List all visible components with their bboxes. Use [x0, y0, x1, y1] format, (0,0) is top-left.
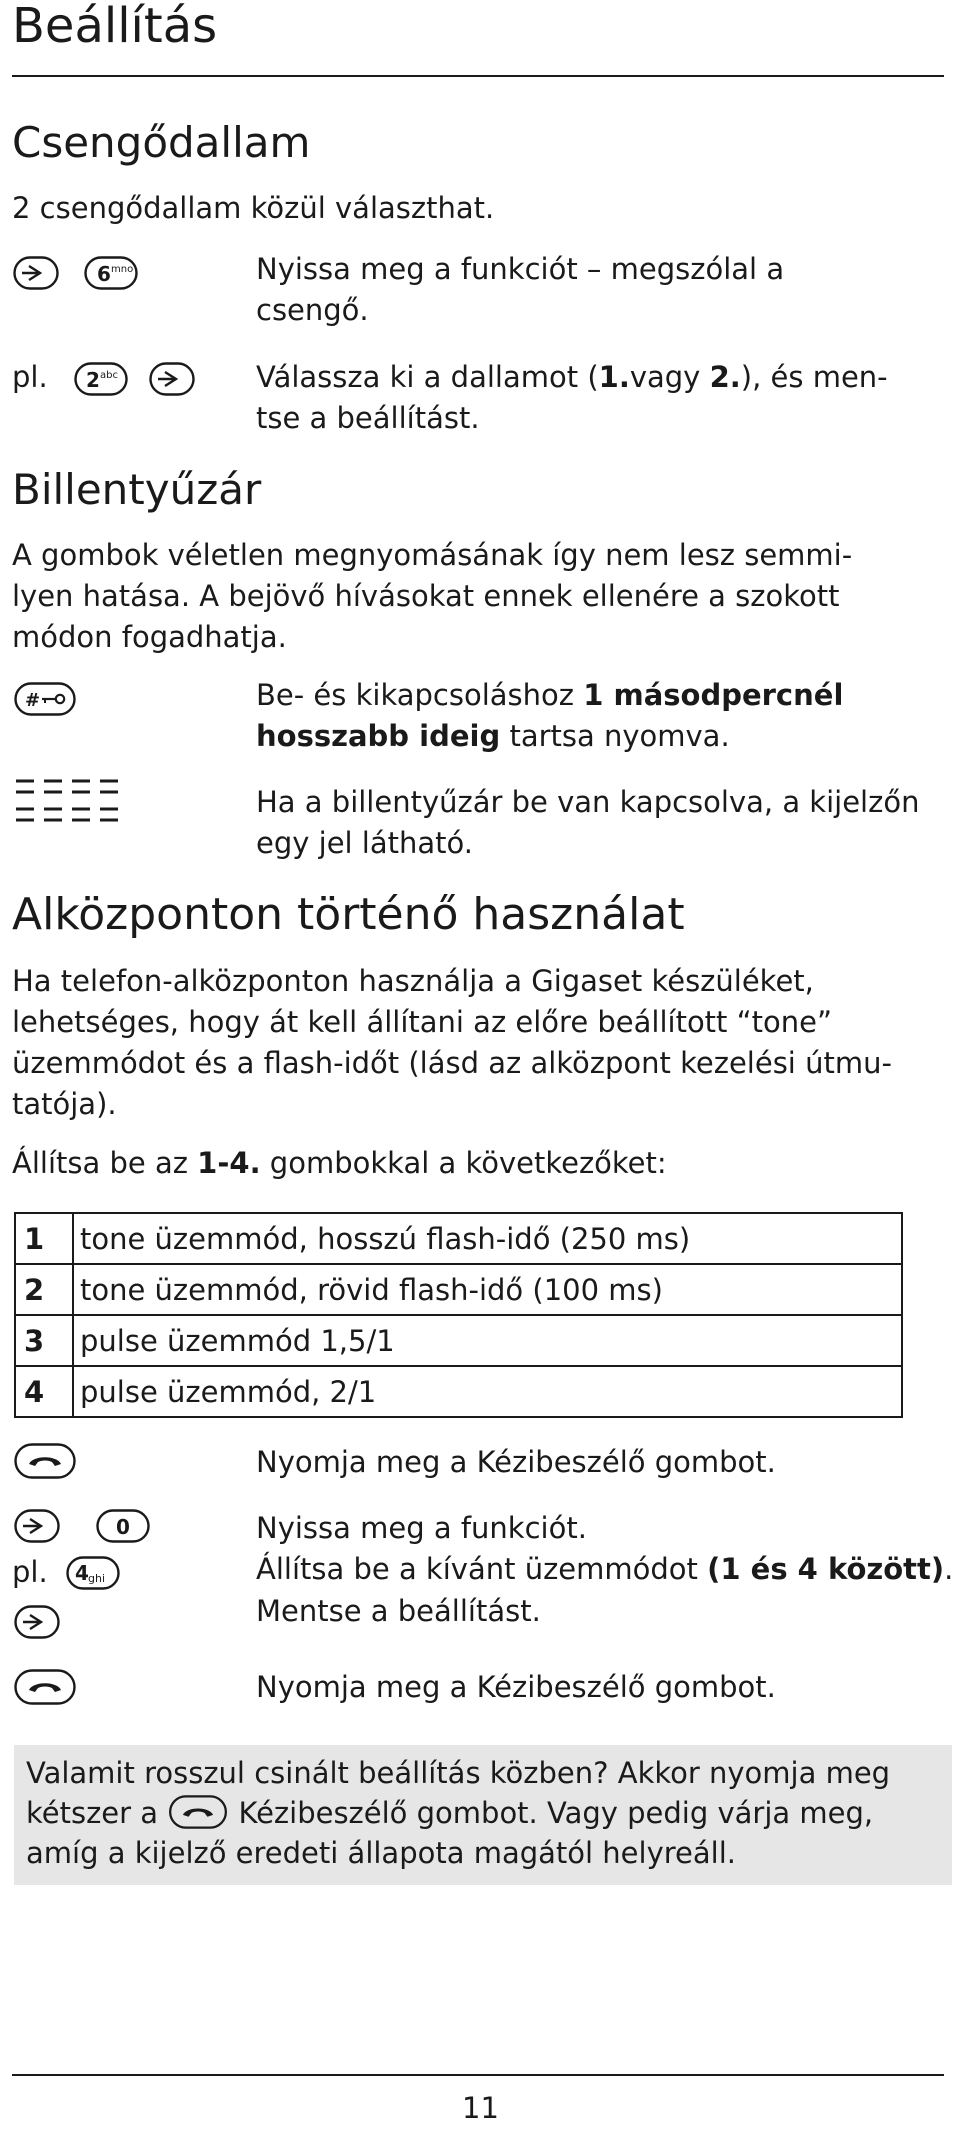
keylock-step1-line2: hosszabb ideig tartsa nyomva. [256, 719, 730, 753]
menu-key-icon [14, 1605, 60, 1639]
keylock-step1-line1: Be- és kikapcsoláshoz 1 másodpercnél [256, 678, 844, 712]
note-line3: amíg a kijelző eredeti állapota magától helyreáll. [26, 1836, 736, 1870]
pabx-step-open: Nyissa meg a funkciót. [256, 1511, 587, 1545]
pabx-para-line3: üzemmódot és a flash-időt (lásd az alközpont kezelési útmu- [12, 1046, 892, 1080]
header-rule [12, 75, 944, 77]
note-line1: Valamit rosszul csinált beállítás közben? Akkor nyomja meg [26, 1756, 891, 1790]
footer-rule [12, 2074, 944, 2076]
ringtone-step2-line1: Válassza ki a dallamot (1.vagy 2.), és men- [256, 360, 888, 394]
pabx-para-line1: Ha telefon-alközponton használja a Gigaset készüléket, [12, 964, 814, 998]
key-4-glyph: 4 [75, 1561, 89, 1585]
keylock-para-line1: A gombok véletlen megnyomásának így nem lesz semmi- [12, 538, 853, 572]
keylock-heading: Billentyűzár [12, 465, 262, 514]
keylock-display-icon [14, 778, 120, 824]
table-key: 4 [15, 1366, 73, 1417]
handset-key-icon [14, 1669, 76, 1705]
pabx-step-hook2: Nyomja meg a Kézibeszélő gombot. [256, 1670, 776, 1704]
table-key: 3 [15, 1315, 73, 1366]
menu-key-icon [14, 1509, 60, 1543]
menu-key-icon [13, 256, 59, 290]
pabx-step-mode: Állítsa be a kívánt üzemmódot (1 és 4 között). [256, 1552, 954, 1586]
table-row [15, 1264, 902, 1315]
pabx-step-mode-prefix: pl. [12, 1555, 48, 1589]
table-label: pulse üzemmód 1,5/1 [73, 1315, 902, 1366]
handset-key-icon [14, 1443, 76, 1479]
hash-glyph: # [25, 690, 41, 711]
note-box [14, 1745, 952, 1885]
key-6-icon [84, 256, 138, 290]
ringtone-step1-line2: csengő. [256, 293, 369, 327]
page-title: Beállítás [12, 0, 218, 54]
hash-lock-key-icon [14, 682, 76, 716]
ringtone-step2-line2: tse a beállítást. [256, 401, 480, 435]
keylock-para-line2: lyen hatása. A bejövő hívásokat ennek ellenére a szokott [12, 579, 840, 613]
table-row [15, 1213, 902, 1264]
keylock-step2-line1: Ha a billentyűzár be van kapcsolva, a kijelzőn [256, 785, 920, 819]
ringtone-intro: 2 csengődallam közül választhat. [12, 191, 495, 225]
table-key: 2 [15, 1264, 73, 1315]
menu-key-icon [149, 362, 195, 396]
key-2-glyph: 2 [86, 368, 100, 392]
page-number: 11 [462, 2091, 499, 2125]
key-6-glyph: 6 [97, 262, 111, 286]
key-0-icon [96, 1509, 150, 1543]
note-line2: kétszer a Kézibeszélő gombot. Vagy pedig várja meg, [26, 1793, 873, 1839]
pabx-para-line4: tatója). [12, 1087, 117, 1121]
keylock-para-line3: módon fogadhatja. [12, 620, 287, 654]
mode-table [14, 1212, 903, 1418]
key-4-sub: ghi [88, 1572, 106, 1585]
table-row [15, 1366, 902, 1417]
table-label: tone üzemmód, hosszú flash-idő (250 ms) [73, 1213, 902, 1264]
ringtone-step1-line1: Nyissa meg a funkciót – megszólal a [256, 252, 785, 286]
table-label: tone üzemmód, rövid flash-idő (100 ms) [73, 1264, 902, 1315]
pabx-step-save: Mentse a beállítást. [256, 1594, 541, 1628]
key-4-icon [66, 1556, 120, 1590]
table-row [15, 1315, 902, 1366]
ringtone-step2-prefix: pl. [12, 360, 48, 394]
ringtone-heading: Csengődallam [12, 118, 311, 167]
key-0-glyph: 0 [116, 1515, 130, 1539]
keylock-step2-line2: egy jel látható. [256, 826, 473, 860]
key-2-sub: abc [100, 370, 118, 381]
pabx-set-instruction: Állítsa be az 1-4. gombokkal a következőket: [12, 1146, 667, 1180]
pabx-para-line2: lehetséges, hogy át kell állítani az előre beállított “tone” [12, 1005, 833, 1039]
pabx-step-hook1: Nyomja meg a Kézibeszélő gombot. [256, 1445, 776, 1479]
table-label: pulse üzemmód, 2/1 [73, 1366, 902, 1417]
key-2-icon [74, 362, 128, 396]
table-key: 1 [15, 1213, 73, 1264]
key-6-sub: mno [111, 264, 134, 275]
pabx-heading: Alközponton történő használat [12, 889, 685, 940]
